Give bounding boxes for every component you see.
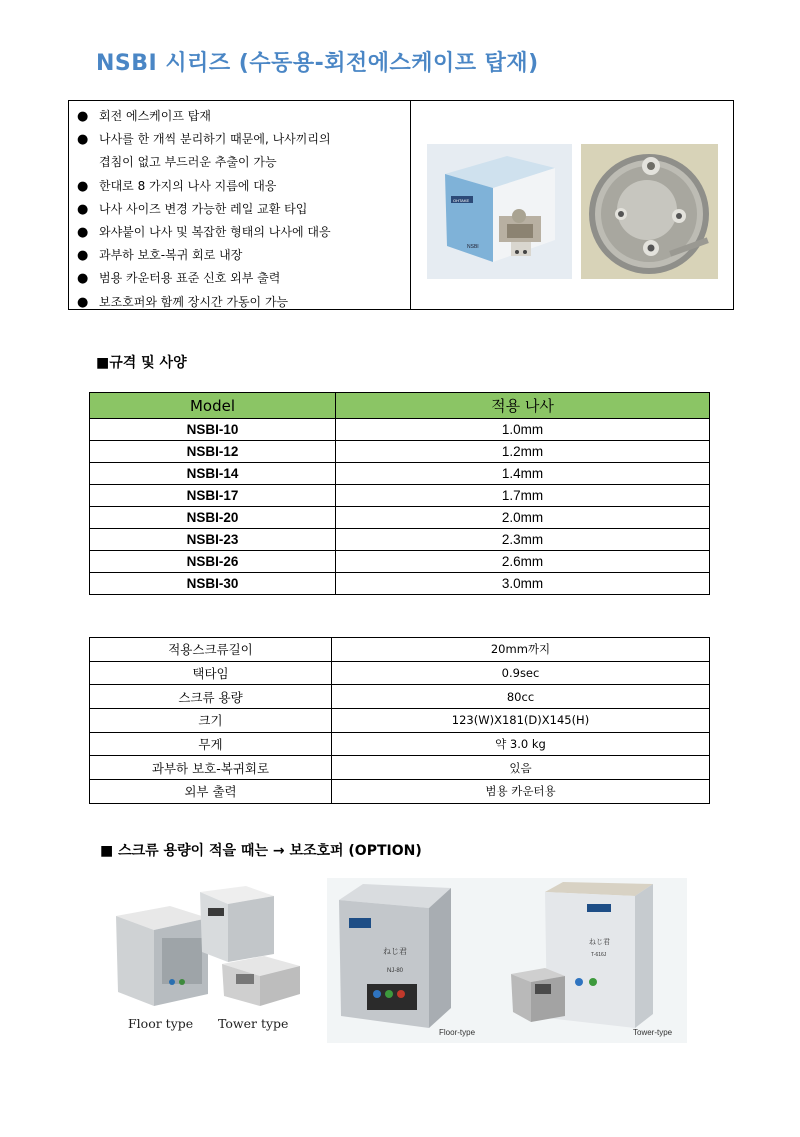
column-header-model: Model — [90, 393, 336, 419]
spec-label: 택타임 — [90, 661, 332, 685]
feature-box — [68, 100, 734, 310]
bullet-icon: ● — [77, 225, 89, 241]
spec-label: 적용스크류길이 — [90, 638, 332, 662]
screw-size-cell: 3.0mm — [336, 573, 710, 595]
feature-list — [69, 101, 411, 309]
screw-size-cell: 1.2mm — [336, 441, 710, 463]
table-row — [90, 756, 710, 780]
table-row — [90, 732, 710, 756]
screw-size-cell: 2.3mm — [336, 529, 710, 551]
spec-label: 무게 — [90, 732, 332, 756]
bullet-icon: ● — [77, 201, 89, 217]
feature-item: ● 한대로 8 가지의 나사 지름에 대응 — [77, 175, 410, 198]
spec-value: 있음 — [332, 756, 710, 780]
table-row — [90, 441, 710, 463]
model-cell: NSBI-14 — [90, 463, 336, 485]
table-row — [90, 551, 710, 573]
table-row — [90, 709, 710, 733]
svg-text:NSBI: NSBI — [467, 244, 479, 250]
model-cell: NSBI-10 — [90, 419, 336, 441]
screw-size-cell: 2.0mm — [336, 507, 710, 529]
table-row — [90, 780, 710, 804]
svg-text:ねじ君: ねじ君 — [589, 938, 610, 946]
spec-value: 80cc — [332, 685, 710, 709]
caption-floor-type-small: Floor-type — [439, 1028, 476, 1037]
spec-label: 과부하 보호-복귀회로 — [90, 756, 332, 780]
bullet-icon: ● — [77, 109, 89, 124]
feature-item-continuation: 겹침이 없고 부드러운 추출이 가능 — [99, 155, 277, 170]
hopper-photo-right — [327, 878, 687, 1043]
model-cell: NSBI-30 — [90, 573, 336, 595]
feature-item: ● 보조호퍼와 함께 장시간 가동이 가능 — [77, 291, 410, 314]
screw-size-cell: 1.4mm — [336, 463, 710, 485]
spec-label: 크기 — [90, 709, 332, 733]
spec-value: 123(W)X181(D)X145(H) — [332, 709, 710, 733]
models-table — [89, 392, 710, 595]
model-cell: NSBI-26 — [90, 551, 336, 573]
svg-text:NJ-80: NJ-80 — [387, 968, 404, 974]
caption-tower-type: Tower type — [218, 1016, 289, 1031]
bullet-icon: ● — [77, 248, 89, 264]
spec-value: 20mm까지 — [332, 638, 710, 662]
feature-item: ● 나사 사이즈 변경 가능한 레일 교환 타입 — [77, 198, 410, 221]
table-row — [90, 685, 710, 709]
spec-value: 0.9sec — [332, 661, 710, 685]
table-row — [90, 485, 710, 507]
bullet-icon: ● — [77, 178, 89, 194]
spec-label: 스크류 용량 — [90, 685, 332, 709]
bullet-icon: ● — [77, 294, 89, 310]
spec-label: 외부 출력 — [90, 780, 332, 804]
spec-value: 범용 카운터용 — [332, 780, 710, 804]
caption-floor-type: Floor type — [128, 1016, 194, 1031]
column-header-screw: 적용 나사 — [336, 393, 710, 419]
screw-size-cell: 1.7mm — [336, 485, 710, 507]
table-row — [90, 638, 710, 662]
screw-size-cell: 2.6mm — [336, 551, 710, 573]
svg-text:ねじ君: ねじ君 — [383, 947, 407, 956]
screw-size-cell: 1.0mm — [336, 419, 710, 441]
table-row — [90, 463, 710, 485]
option-heading: ■ 스크류 용량이 적을 때는 → 보조호퍼 (OPTION) — [100, 843, 422, 859]
rotary-escape-photo — [581, 144, 718, 279]
table-row — [90, 419, 710, 441]
feature-item: ● 회전 에스케이프 탑재 — [77, 105, 410, 128]
bullet-icon: ● — [77, 132, 89, 148]
bullet-icon: ● — [77, 271, 89, 287]
caption-tower-type-small: Tower-type — [633, 1028, 673, 1037]
table-row — [90, 573, 710, 595]
feature-item: ● 범용 카운터용 표준 신호 외부 출력 — [77, 267, 410, 290]
feature-photos — [411, 101, 733, 309]
auxiliary-hopper-photos — [104, 878, 686, 1043]
model-cell: NSBI-12 — [90, 441, 336, 463]
table-row — [90, 661, 710, 685]
spec-heading: ■규격 및 사양 — [96, 355, 187, 371]
spec-value: 약 3.0 kg — [332, 732, 710, 756]
table-header-row — [90, 393, 710, 419]
table-row — [90, 529, 710, 551]
page-title: NSBI 시리즈 (수동용-회전에스케이프 탑재) — [96, 51, 539, 76]
feature-item: ● 과부하 보호-복귀 회로 내장 — [77, 244, 410, 267]
model-cell: NSBI-20 — [90, 507, 336, 529]
svg-text:T-616J: T-616J — [591, 952, 607, 958]
svg-text:OHTAKE: OHTAKE — [453, 198, 470, 203]
feature-item: ● 나사를 한 개씩 분리하기 때문에, 나사끼리의 — [77, 128, 410, 151]
model-cell: NSBI-17 — [90, 485, 336, 507]
feature-item: ● 와샤붙이 나사 및 복잡한 형태의 나사에 대응 — [77, 221, 410, 244]
table-row — [90, 507, 710, 529]
spec-table — [89, 637, 710, 804]
model-cell: NSBI-23 — [90, 529, 336, 551]
screw-feeder-photo — [427, 144, 572, 279]
hopper-photo-left — [104, 878, 316, 1043]
